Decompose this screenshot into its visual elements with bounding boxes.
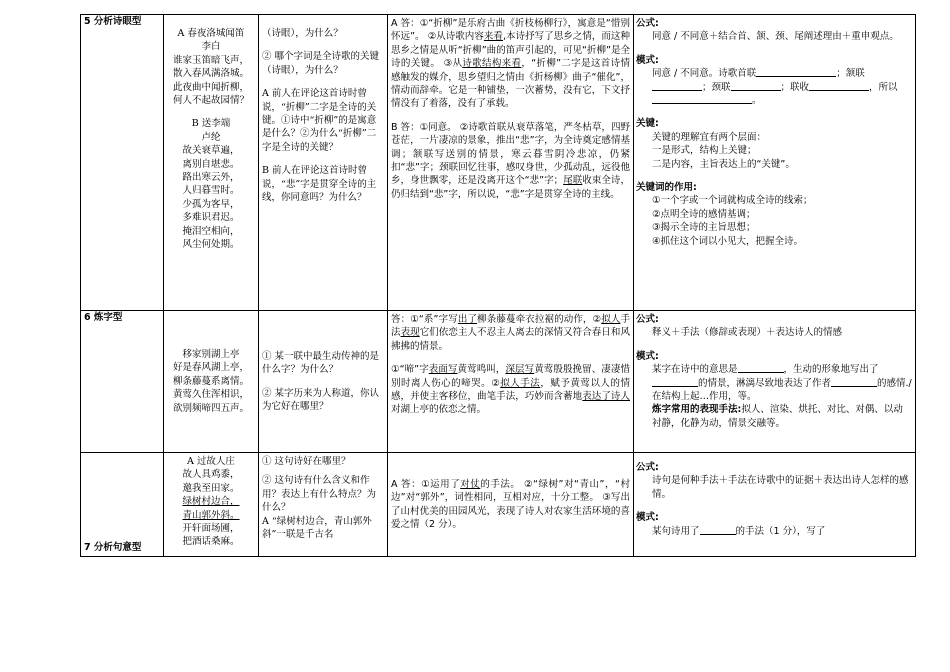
poem-line: 柳条藤蔓系离情。 [172, 375, 249, 387]
template-part: ，所以 [869, 81, 898, 93]
template-heading: 模式: [636, 54, 659, 66]
key-line: 一是形式，结构上关键； [652, 145, 757, 157]
answer-underlined: 表达了诗人 [582, 391, 630, 403]
question-text: ② 这句诗有什么含义和作用？表达上有什么特点？为什么？ [262, 475, 377, 514]
technique-list: 拟人、渲染、烘托、对比、对偶、以动衬静，化静为动，情景交融等。 [652, 404, 903, 429]
answer-text: A 答：①“折柳”是乐府古曲《折枝杨柳行》，寓意是“惜别怀远”。 ②从诗歌内容 [391, 18, 630, 43]
question-text: （诗眼），为什么？ [262, 28, 343, 39]
fill-blank[interactable] [809, 81, 869, 91]
answer-cell [388, 453, 634, 557]
keyword-heading: 关键词的作用: [636, 182, 697, 194]
formula-cell [634, 311, 916, 453]
poem-title: 移家别湖上亭 [182, 348, 240, 360]
technique-heading: 炼字常用的表现手法: [652, 404, 742, 416]
question-text: A 前人在评论这首诗时曾说，“折柳”二字是全诗的关键。①诗中“折柳”的是寓意是什么？②为什么“折柳”二字是全诗的关键？ [262, 88, 377, 153]
answer-underlined: 出了 [457, 314, 478, 325]
answer-text: 答：①“系”字写 [391, 314, 458, 325]
poem-title: A 过故人庄 [187, 456, 235, 467]
answer-text: B 答：①同意。 ②诗歌首联从衰草落笔，严冬枯草，四野苍茫，一片凄凉的景象，推出“悲”字，为全诗奠定感情基调；颔联写送别的情景，寒云暮雪阴冷悲凉，仍紧扣“悲”字；颈联回忆往事，感叹身世，少孤动乱，远役他乡，身世飘零，还是没离开这个“悲”字； [391, 121, 630, 187]
keyword-line: ④抓住这个词以小见大，把握全诗。 [652, 235, 804, 247]
table-row [81, 15, 916, 311]
fill-blank[interactable] [738, 363, 784, 373]
answer-underlined: 表面写 [428, 364, 458, 376]
template-heading: 模式: [636, 512, 659, 524]
question-text: ② 某字历来为人称道，你认为它好在哪里？ [262, 387, 380, 412]
question-cell [259, 453, 388, 557]
technique-text [636, 403, 912, 430]
question-cell [259, 15, 388, 311]
answer-text: ①“啼”字 [391, 364, 429, 376]
formula-heading: 公式: [636, 18, 659, 29]
question-cell [259, 311, 388, 453]
fill-blank[interactable] [731, 81, 781, 91]
template-part: 。 [752, 95, 762, 107]
table-row [81, 311, 916, 453]
fill-blank[interactable] [700, 525, 736, 535]
keyword-line: ③揭示全诗的主旨思想； [652, 222, 756, 234]
poem-line: 路出寒云外， [182, 172, 240, 184]
poem-author: 卢纶 [201, 131, 221, 143]
poem-cell [164, 15, 259, 311]
template-part: 的手法（1 分），写了 [735, 525, 826, 537]
fill-blank[interactable] [652, 377, 698, 387]
poem-line: 欲别频啼四五声。 [172, 402, 249, 414]
poetry-answer-table [80, 14, 916, 557]
question-type-label: 7 分析句意型 [81, 453, 164, 557]
answer-text: 手法 [391, 314, 630, 339]
template-text [636, 525, 912, 538]
template-text [636, 67, 912, 107]
question-text: A “绿树村边合，青山郭外斜”一联是千古名 [262, 515, 372, 541]
poem-line: 谁家玉笛暗飞声， [172, 54, 249, 66]
fill-blank[interactable] [652, 81, 702, 91]
keyword-line: ①一个字或一个词就构成全诗的线索； [652, 195, 813, 207]
poem-cell [164, 311, 259, 453]
answer-cell [388, 311, 634, 453]
answer-cell [388, 15, 634, 311]
poem-line: 散入春风满洛城。 [172, 68, 249, 80]
template-part: ，生动的形象地写出了 [783, 364, 879, 376]
answer-underlined: 尾联 [563, 175, 583, 187]
answer-text: A 答：①运用了 [391, 478, 461, 490]
answer-underlined: 拟人手法 [500, 377, 541, 389]
poem-line: 邀我至田家。 [182, 482, 240, 494]
table-row [81, 453, 916, 557]
answer-underlined: 深层写 [505, 364, 535, 376]
poem-title: A 春夜洛城闻笛 [177, 28, 245, 39]
poem-cell [164, 453, 259, 557]
poem-line: 把酒话桑麻。 [182, 536, 240, 548]
question-type-label: 5 分析诗眼型 [81, 15, 164, 311]
poem-line: 开轩面场圃， [182, 523, 240, 535]
template-text [636, 363, 912, 403]
template-part: ；颈联 [702, 81, 731, 93]
answer-underlined: 对仗 [460, 478, 481, 490]
question-text: B 前人在评论这首诗时曾说，“悲”字是贯穿全诗的主线，你同意吗？为什么？ [262, 165, 377, 204]
question-type-label: 6 炼字型 [81, 311, 164, 453]
poem-line: 故人具鸡黍， [182, 469, 240, 481]
poem-line: 人归暮雪时。 [182, 185, 240, 197]
answer-underlined: 诗歌结构来看 [462, 58, 522, 70]
poem-line: 绿树村边合， [182, 496, 240, 508]
template-part: 某句诗用了 [652, 525, 700, 537]
poem-line: 少孤为客早， [182, 198, 240, 210]
formula-cell [634, 453, 916, 557]
template-part: ；颔联 [836, 68, 865, 80]
poem-line: 风尘何处期。 [182, 239, 240, 251]
key-line: 关键的理解宜有两个层面： [652, 131, 767, 143]
fill-blank[interactable] [831, 377, 877, 387]
template-part: ；联收 [780, 81, 810, 93]
poem-author: 李白 [201, 41, 221, 53]
fill-blank[interactable] [652, 94, 752, 104]
poem-line: 此夜曲中闻折柳， [172, 81, 249, 93]
question-text: ① 某一联中最生动传神的是什么字？为什么？ [262, 350, 380, 376]
formula-heading: 公式: [636, 462, 659, 473]
question-text: ① 这句诗好在哪里？ [262, 456, 351, 467]
answer-text: 柳条藤蔓牵衣拉裾的动作，② [477, 314, 602, 325]
template-heading: 模式: [636, 350, 659, 362]
template-part: 同意 / 不同意。诗歌首联 [652, 68, 757, 80]
template-part: 的情景，淋漓尽致地表达了作者 [698, 377, 832, 389]
template-part: 某字在诗中的意思是 [652, 364, 738, 376]
answer-text: 对湖上亭的依恋之情。 [391, 404, 487, 416]
template-part: 的感情./在结构上起…作用，等。 [652, 377, 912, 403]
answer-text: 的手法。 ②“绿树”对“青山”，“村边”对“郭外”，词性相同，互相对应，十分工整。 ③写出了山村优美的田园风光，表现了诗人对农家生活环境的喜爱之情（2 分）。 [391, 478, 630, 530]
answer-underlined: 表现 [400, 327, 420, 339]
poem-line: 故关衰草遍， [182, 145, 240, 157]
answer-text: 收束全诗，仍归结到“悲”字，所以说，“悲”字是贯穿全诗的主线。 [391, 175, 630, 200]
answer-text: 黄莺殷殷挽留、凄凄惜别时离人伤心的啼哭。② [391, 364, 630, 389]
poem-line: 好是春风湖上亭， [172, 362, 249, 374]
formula-heading: 公式: [636, 314, 659, 325]
formula-text: 诗句是何种手法＋手法在诗歌中的证据＋表达出诗人怎样的感情。 [652, 475, 909, 500]
answer-text: ，赋予黄莺以人的情感，并使主客移位，曲笔手法，巧妙而含蓄地 [391, 377, 630, 403]
formula-text: 释义＋手法（修辞或表现）＋表达诗人的情感 [652, 327, 843, 339]
formula-text: 同意 / 不同意＋结合首、颔、颈、尾阐述理由＋重申观点。 [652, 31, 899, 43]
poem-line: 离别自堪悲。 [182, 158, 240, 170]
key-heading: 关键: [636, 118, 659, 130]
answer-text: 它们依恋主人不忍主人离去的深情又符合春日和风拂拂的情景。 [391, 327, 630, 352]
poem-line: 掩泪空相向， [182, 225, 240, 237]
answer-underlined: 来看 [483, 31, 503, 43]
answer-text: ,本诗抒写了思乡之情，而这种思乡之情是从听“折柳”曲的笛声引起的，可见“折柳”是全诗的关键。 ③从 [391, 31, 630, 70]
question-text: ② 哪个字词是全诗歌的关键（诗眼），为什么？ [262, 51, 380, 76]
key-line: 二是内容，主旨表达上的“关键”。 [652, 158, 795, 170]
poem-line: 多难识君迟。 [182, 212, 240, 224]
keyword-line: ②点明全诗的感情基调； [652, 208, 756, 220]
answer-text: ，“折柳”二字是这首诗情感触发的媒介，思乡望归之情由《折杨柳》曲子“催化”，情动而辞牵。它是一种铺垫，一次蓄势，没有它，下文抒情没有了着落，没有了承载。 [391, 58, 630, 110]
poem-line: 黄莺久住浑相识， [172, 389, 249, 401]
poem-line: 青山郭外斜。 [182, 509, 240, 521]
poem-title: B 送李端 [191, 118, 231, 130]
fill-blank[interactable] [756, 67, 836, 77]
formula-cell [634, 15, 916, 311]
answer-text: 黄莺鸣叫， [457, 364, 506, 376]
answer-underlined: 拟人 [601, 314, 621, 325]
poem-line: 何人不起故园情？ [172, 95, 249, 107]
